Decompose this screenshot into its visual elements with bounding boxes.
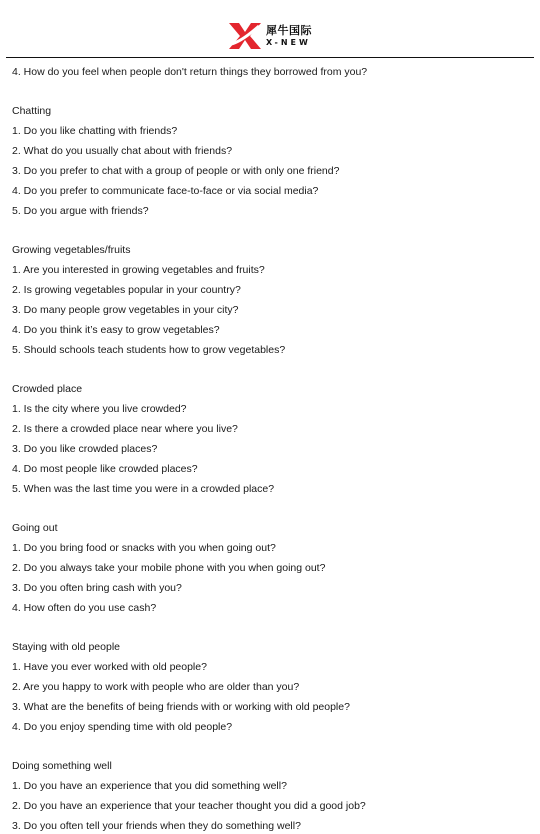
question-item: 2. Is there a crowded place near where you live? [12,423,238,435]
question-item: 1. Do you like chatting with friends? [12,125,178,137]
document-body [12,62,532,834]
question-item: 5. When was the last time you were in a crowded place? [12,483,275,495]
question-item: 4. Do you think it’s easy to grow vegetables? [12,324,220,336]
question-section [12,637,532,737]
question-section [12,518,532,618]
x-logo-icon [228,22,262,50]
section-title: Growing vegetables/fruits [12,244,131,256]
question-item: 1. Have you ever worked with old people? [12,661,207,673]
question-item: 4. Do you prefer to communicate face-to-face or via social media? [12,185,319,197]
question-item: 5. Do you argue with friends? [12,205,149,217]
section-title: Staying with old people [12,641,120,653]
intro-question: 4. How do you feel when people don't return things they borrowed from you? [12,66,368,78]
header-divider [6,57,534,58]
question-item: 3. Do you like crowded places? [12,443,158,455]
sections-list [12,101,532,834]
question-section [12,379,532,499]
question-item: 2. Is growing vegetables popular in your country? [12,284,241,296]
section-title: Going out [12,522,58,534]
logo-english-text: X-NEW [266,38,311,47]
question-item: 4. Do most people like crowded places? [12,463,198,475]
question-item: 2. Are you happy to work with people who are older than you? [12,681,300,693]
question-item: 2. Do you always take your mobile phone with you when going out? [12,562,326,574]
section-title: Doing something well [12,760,112,772]
question-item: 5. Should schools teach students how to grow vegetables? [12,344,286,356]
page-header [0,0,540,60]
section-title: Crowded place [12,383,83,395]
question-item: 3. Do you prefer to chat with a group of people or with only one friend? [12,165,340,177]
question-section [12,240,532,360]
question-section [12,101,532,221]
question-item: 3. Do you often bring cash with you? [12,582,182,594]
question-item: 3. What are the benefits of being friends with or working with old people? [12,701,350,713]
question-item: 1. Is the city where you live crowded? [12,403,187,415]
question-item: 4. How often do you use cash? [12,602,157,614]
question-item: 1. Do you have an experience that you did something well? [12,780,287,792]
question-item: 2. What do you usually chat about with friends? [12,145,233,157]
logo-chinese-text: 犀牛国际 [266,24,312,37]
question-item: 1. Are you interested in growing vegetables and fruits? [12,264,265,276]
question-section [12,756,532,834]
brand-logo [228,22,312,50]
section-title: Chatting [12,105,52,117]
question-item: 3. Do many people grow vegetables in your city? [12,304,239,316]
question-item: 1. Do you bring food or snacks with you when going out? [12,542,276,554]
question-item: 3. Do you often tell your friends when they do something well? [12,820,301,832]
question-item: 4. Do you enjoy spending time with old people? [12,721,233,733]
question-item: 2. Do you have an experience that your teacher thought you did a good job? [12,800,366,812]
